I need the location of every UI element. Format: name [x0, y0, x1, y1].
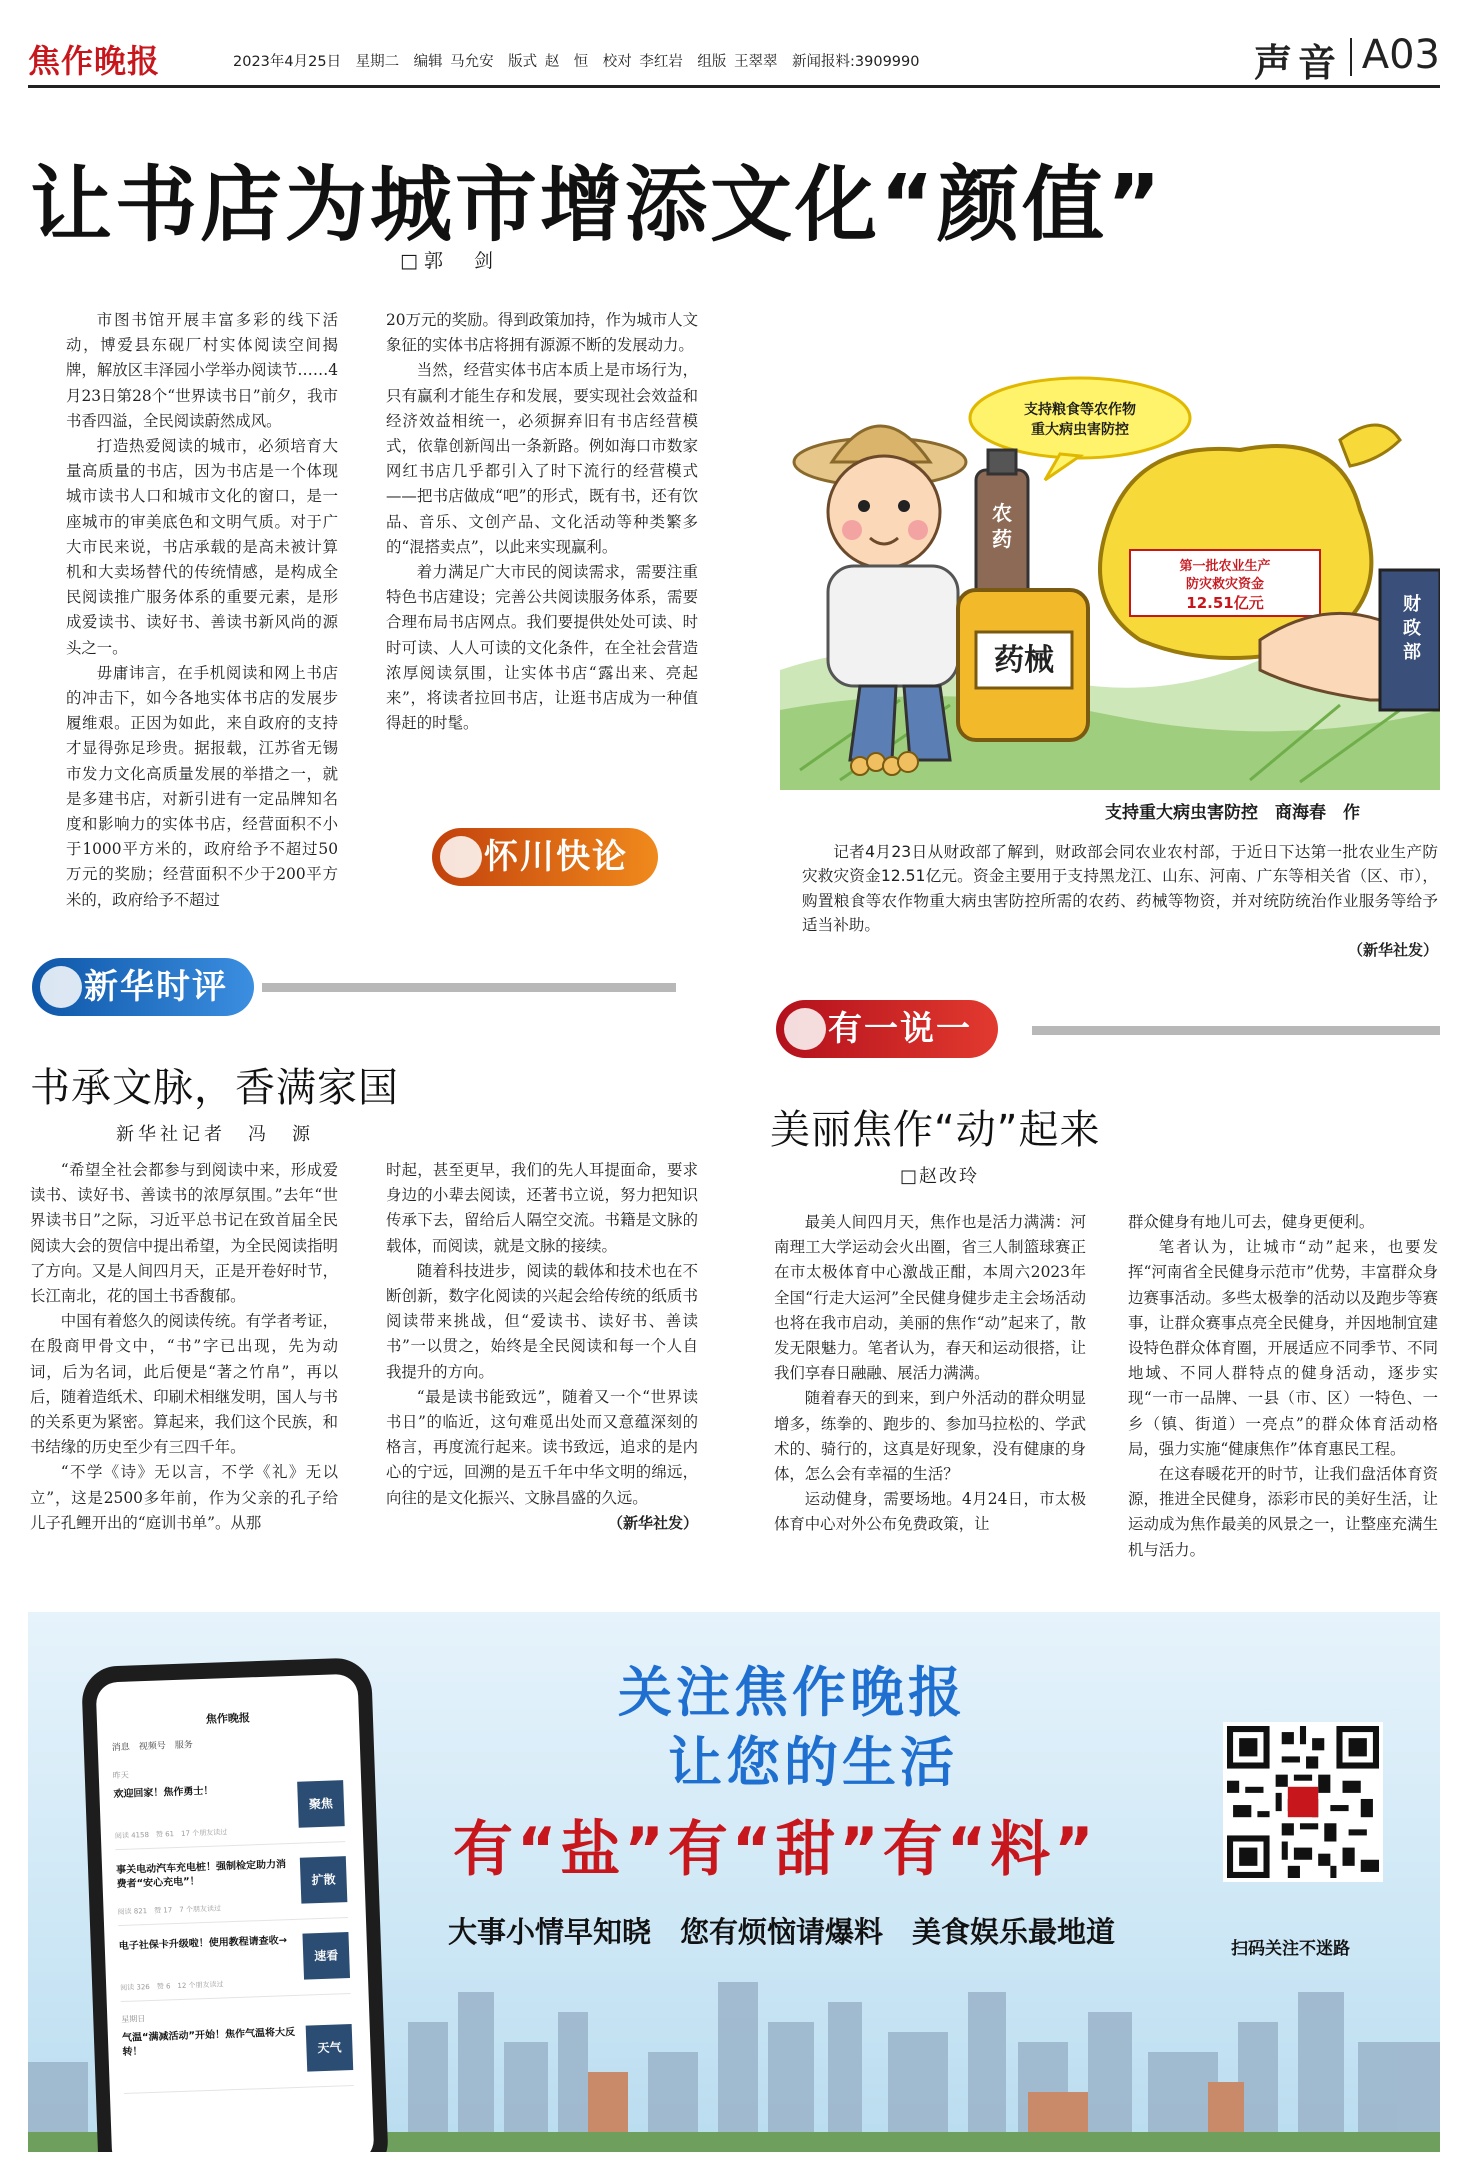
youyishuo-title: 美丽焦作“动”起来	[770, 1107, 1101, 1153]
cartoon-illustration	[780, 370, 1440, 790]
svg-text:药械: 药械	[994, 643, 1054, 678]
qr-code[interactable]	[1223, 1722, 1383, 1882]
page-number: A03	[1361, 32, 1440, 78]
phone-tabs: 消息 视频号 服务	[111, 1740, 193, 1754]
article-thumbnail: 聚焦	[297, 1780, 345, 1828]
column-badge-huaichuan: 怀川快论	[432, 828, 658, 886]
paragraph: “希望全社会都参与到阅读中来，形成爱读书、读好书、善读书的浓厚氛围。”去年“世界读书日”之际，习近平总书记在致首届全民阅读大会的贺信中提出希望，为全民阅读指明了方向。又是人间四月天，正是开卷好时节，长江南北，花的国土书香馥郁。	[30, 1161, 338, 1306]
lead-column-2	[386, 308, 698, 736]
paragraph: 记者4月23日从财政部了解到，财政部会同农业农村部，于近日下达第一批农业生产防灾救灾资金12.51亿元。资金主要用于支持黑龙江、山东、河南、广东等相关省（区、市），购置粮食等农作物重大病虫害防控所需的农药、药械等物资，并对统防统治作业服务等给予适当补助。	[802, 843, 1438, 935]
leaf-icon	[784, 1008, 826, 1050]
article-thumbnail: 天气	[306, 2024, 354, 2072]
column-badge-youyishuo: 有一说一	[776, 1000, 998, 1058]
ad-subline: 大事小情早知晓 您有烦恼请爆料 美食娱乐最地道	[448, 1915, 1116, 1949]
section-rule	[1032, 1026, 1440, 1035]
svg-text:农: 农	[992, 501, 1012, 525]
svg-text:药: 药	[992, 527, 1012, 551]
paragraph: 中国有着悠久的阅读传统。有学者考证，在殷商甲骨文中，“书”字已出现，先为动词，后为名词，此后便是“著之竹帛”，再以后，随着造纸术、印刷术相继发明，国人与书的关系更为紧密。算起来，我们这个民族，和书结缘的历史至少有三四千年。	[30, 1312, 338, 1457]
xinhua-column-1	[30, 1158, 338, 1536]
article-thumbnail: 扩散	[300, 1856, 348, 1904]
xinhua-column-2	[386, 1158, 698, 1536]
section-divider	[1350, 38, 1352, 76]
paragraph: 当然，经营实体书店本质上是市场行为，只有赢利才能生存和发展，要实现社会效益和经济效益相统一，必须摒弃旧有书店经营模式，依靠创新闯出一条新路。例如海口市数家网红书店几乎都引入了时下流行的经营模式——把书店做成“吧”的形式，既有书，还有饮品、音乐、文创产品、文化活动等种类繁多的“混搭卖点”，以此来实现赢利。	[386, 361, 698, 556]
paragraph: 打造热爱阅读的城市，必须培育大量高质量的书店，因为书店是一个体现城市读书人口和城市文化的窗口，是一座城市的审美底色和文明气质。对于广大市民来说，书店承载的是高未被计算机和大卖场替代的传统情感，是构成全民阅读推广服务体系的重要元素，是形成爱读书、读好书、善读书新风尚的源头之一。	[66, 437, 338, 657]
paragraph: 时起，甚至更早，我们的先人耳提面命，要求身边的小辈去阅读，还著书立说，努力把知识传承下去，留给后人隔空交流。书籍是文脉的载体，而阅读，就是文脉的接续。	[386, 1161, 698, 1255]
svg-text:第一批农业生产: 第一批农业生产	[1179, 559, 1271, 574]
phone-mockup	[81, 1657, 389, 2152]
svg-text:财: 财	[1403, 594, 1421, 615]
paragraph: 运动健身，需要场地。4月24日，市太极体育中心对外公布免费政策，让	[774, 1490, 1086, 1534]
scan-hint: 扫码关注不迷路	[1231, 1939, 1350, 1959]
youyishuo-byline: □赵改玲	[900, 1166, 980, 1187]
phone-date: 星期日	[121, 2014, 146, 2025]
paragraph: 市图书馆开展丰富多彩的线下活动，博爱县东砚厂村实体阅读空间揭牌，解放区丰泽园小学举办阅读节……4月23日第28个“世界读书日”前夕，我市书香四溢，全民阅读蔚然成风。	[66, 311, 338, 430]
article-thumbnail: 速看	[302, 1932, 350, 1980]
lead-byline: □郭 剑	[400, 250, 499, 272]
swirl-icon	[440, 836, 482, 878]
phone-list-item: 欢迎回家！焦作勇士！ 阅读 4158 赞 61 17 个朋友读过 聚焦	[113, 1774, 345, 1850]
phone-list-item: 事关电动汽车充电桩！强制检定助力消费者“安心充电”！ 阅读 821 赞 17 7 个朋友读过 扩散	[116, 1850, 348, 1926]
phone-account-title: 焦作晚报	[205, 1711, 251, 1726]
svg-text:部: 部	[1403, 642, 1421, 663]
cartoon-caption: 支持重大病虫害防控 商海春 作	[1105, 803, 1360, 823]
paragraph: 随着春天的到来，到户外活动的群众明显增多，练拳的、跑步的、参加马拉松的、学武术的、骑行的，这真是好现象，没有健康的身体，怎么会有幸福的生活？	[774, 1389, 1086, 1484]
xinhua-byline: 新华社记者 冯 源	[116, 1124, 314, 1145]
column-badge-xinhua: 新华时评	[32, 958, 254, 1016]
phone-screen	[96, 1674, 375, 2152]
paragraph: “不学《诗》无以言，不学《礼》无以立”，这是2500多年前，作为父亲的孔子给儿子孔鲤开出的“庭训书单”。从那	[30, 1463, 338, 1532]
globe-icon	[40, 966, 82, 1008]
paragraph: 毋庸讳言，在手机阅读和网上书店的冲击下，如今各地实体书店的发展步履维艰。正因为如此，来自政府的支持才显得弥足珍贵。据报载，江苏省无锡市发力文化高质量发展的举措之一，就是多建书店，对新引进有一定品牌知名度和影响力的实体书店，经营面积不小于1000平方米的，政府给予不超过50万元的奖励；经营面积不少于200平方米的，政府给予不超过	[66, 663, 338, 909]
paragraph: 随着科技进步，阅读的载体和技术也在不断创新，数字化阅读的兴起会给传统的纸质书阅读带来挑战，但“爱读书、读好书、善读书”一以贯之，始终是全民阅读和每一个人自我提升的方向。	[386, 1261, 698, 1381]
lead-column-1	[66, 308, 338, 913]
section-rule	[262, 983, 676, 992]
svg-text:支持粮食等农作物: 支持粮食等农作物	[1024, 402, 1136, 418]
svg-text:12.51亿元: 12.51亿元	[1186, 594, 1264, 612]
phone-list-item: 电子社保卡升级啦！使用教程请查收→ 阅读 326 赞 6 12 个朋友读过 速看	[118, 1926, 350, 2002]
paragraph: 在这春暖花开的时节，让我们盘活体育资源，推进全民健身，添彩市民的美好生活，让运动成为焦作最美的风景之一，让整座充满生机与活力。	[1128, 1465, 1438, 1559]
xinhua-title: 书承文脉，香满家国	[30, 1065, 399, 1111]
phone-list-item: 气温“满减活动”开始！焦作气温将大反转！ 天气	[122, 2018, 354, 2094]
paragraph: 群众健身有地儿可去，健身更便利。	[1128, 1213, 1375, 1231]
newspaper-logo: 焦作晚报	[28, 42, 161, 80]
cartoon-news	[802, 840, 1438, 962]
newspaper-ad	[28, 1612, 1440, 2152]
paragraph: 着力满足广大市民的阅读需求，需要注重特色书店建设；完善公共阅读服务体系，需要合理布局书店网点。我们要提供处处可读、时时可读、人人可读的文化条件，在全社会营造浓厚阅读氛围，让实体书店“露出来、亮起来”，将读者拉回书店，让逛书店成为一种值得赶的时髦。	[386, 563, 698, 733]
ad-slogan: 有“盐”有“甜”有“料”	[453, 1815, 1098, 1885]
ad-line-1: 关注焦作晚报	[618, 1661, 966, 1724]
ad-line-2: 让您的生活	[668, 1731, 958, 1794]
masthead	[28, 28, 1440, 88]
source-credit: （新华社发）	[1347, 940, 1438, 959]
source-credit: （新华社发）	[607, 1513, 698, 1532]
youyishuo-column-1	[774, 1210, 1086, 1538]
lead-headline: 让书店为城市增添文化“颜值”	[30, 158, 1164, 253]
paragraph: “最是读书能致远”，随着又一个“世界读书日”的临近，这句难觅出处而又意蕴深刻的格言，再度流行起来。读书致远，追求的是内心的宁远，回溯的是五千年中华文明的绵远，向往的是文化振兴、文脉昌盛的久远。	[386, 1387, 698, 1507]
youyishuo-column-2	[1128, 1210, 1438, 1563]
svg-text:重大病虫害防控: 重大病虫害防控	[1031, 422, 1129, 438]
svg-text:政: 政	[1403, 618, 1421, 639]
svg-text:防灾救灾资金: 防灾救灾资金	[1185, 577, 1265, 592]
issue-line: 2023年4月25日 星期二 编辑 马允安 版式 赵 恒 校对 李红岩 组版 王翠翠 新闻报料:3909990	[233, 54, 920, 70]
phone-date: 昨天	[112, 1770, 129, 1781]
paragraph: 20万元的奖励。得到政策加持，作为城市人文象征的实体书店将拥有源源不断的发展动力。	[386, 311, 699, 355]
paragraph: 最美人间四月天，焦作也是活力满满：河南理工大学运动会火出圈，省三人制篮球赛正在市太极体育中心激战正酣，本周六2023年全国“行走大运河”全民健身健步走主会场活动也将在我市启动，美丽的焦作“动”起来了，散发无限魅力。笔者认为，春天和运动很搭，让我们享春日融融、展活力满满。	[774, 1213, 1086, 1383]
paragraph: 笔者认为，让城市“动”起来，也要发挥“河南省全民健身示范市”优势，丰富群众身边赛事活动。多些太极拳的活动以及跑步等赛事，让群众赛事点亮全民健身，并因地制宜建设特色群众体育圈，开展适应不同季节、不同地域、不同人群特点的健身活动，逐步实现“一市一品牌、一县（市、区）一特色、一乡（镇、街道）一亮点”的群众体育活动格局，强力实施“健康焦作”体育惠民工程。	[1128, 1238, 1438, 1458]
section-name: 声音	[1253, 41, 1342, 85]
